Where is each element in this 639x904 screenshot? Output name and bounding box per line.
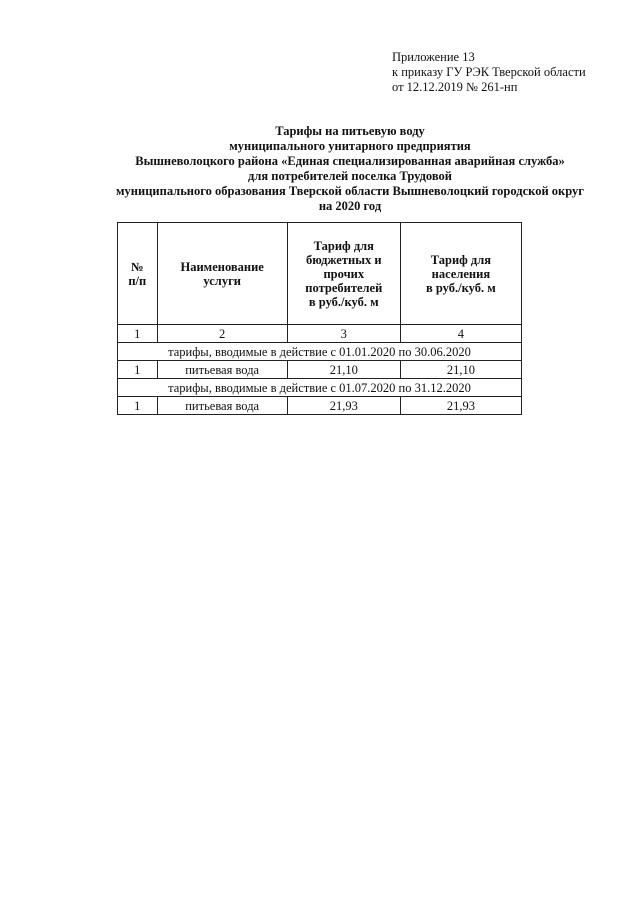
- title-line: Вышневолоцкого района «Единая специализированная аварийная служба»: [135, 154, 565, 168]
- appendix-date: от 12.12.2019 № 261-нп: [392, 80, 518, 94]
- table-header-row: [118, 223, 522, 325]
- column-number-row: [118, 325, 522, 343]
- row-budget-tariff: 21,93: [287, 397, 400, 415]
- row-budget-tariff: 21,10: [287, 361, 400, 379]
- header-num: № п/п: [118, 223, 158, 325]
- column-number: 2: [157, 325, 287, 343]
- header-service: Наименование услуги: [157, 223, 287, 325]
- column-number: 4: [400, 325, 521, 343]
- title-line: Тарифы на питьевую воду: [275, 124, 425, 138]
- header-population-tariff: Тариф для населения в руб./куб. м: [400, 223, 521, 325]
- title-line: муниципального образования Тверской области Вышневолоцкий городской округ: [116, 184, 584, 198]
- period-row: [118, 379, 522, 397]
- column-number: 1: [118, 325, 158, 343]
- title-line: для потребителей поселка Трудовой: [248, 169, 452, 183]
- title-line: муниципального унитарного предприятия: [229, 139, 471, 153]
- row-population-tariff: 21,10: [400, 361, 521, 379]
- period-label: тарифы, вводимые в действие с 01.07.2020 по 31.12.2020: [118, 379, 522, 397]
- appendix-number: Приложение 13: [392, 50, 475, 64]
- appendix-reference: [392, 50, 586, 95]
- period-row: [118, 343, 522, 361]
- row-num: 1: [118, 361, 158, 379]
- table-row: [118, 361, 522, 379]
- tariff-table: [117, 222, 522, 415]
- table-row: [118, 397, 522, 415]
- header-budget-tariff: Тариф для бюджетных и прочих потребителей в руб./куб. м: [287, 223, 400, 325]
- row-service: питьевая вода: [157, 397, 287, 415]
- column-number: 3: [287, 325, 400, 343]
- appendix-order: к приказу ГУ РЭК Тверской области: [392, 65, 586, 79]
- row-service: питьевая вода: [157, 361, 287, 379]
- row-num: 1: [118, 397, 158, 415]
- period-label: тарифы, вводимые в действие с 01.01.2020 по 30.06.2020: [118, 343, 522, 361]
- row-population-tariff: 21,93: [400, 397, 521, 415]
- title-line: на 2020 год: [318, 199, 382, 213]
- document-title: [60, 124, 639, 214]
